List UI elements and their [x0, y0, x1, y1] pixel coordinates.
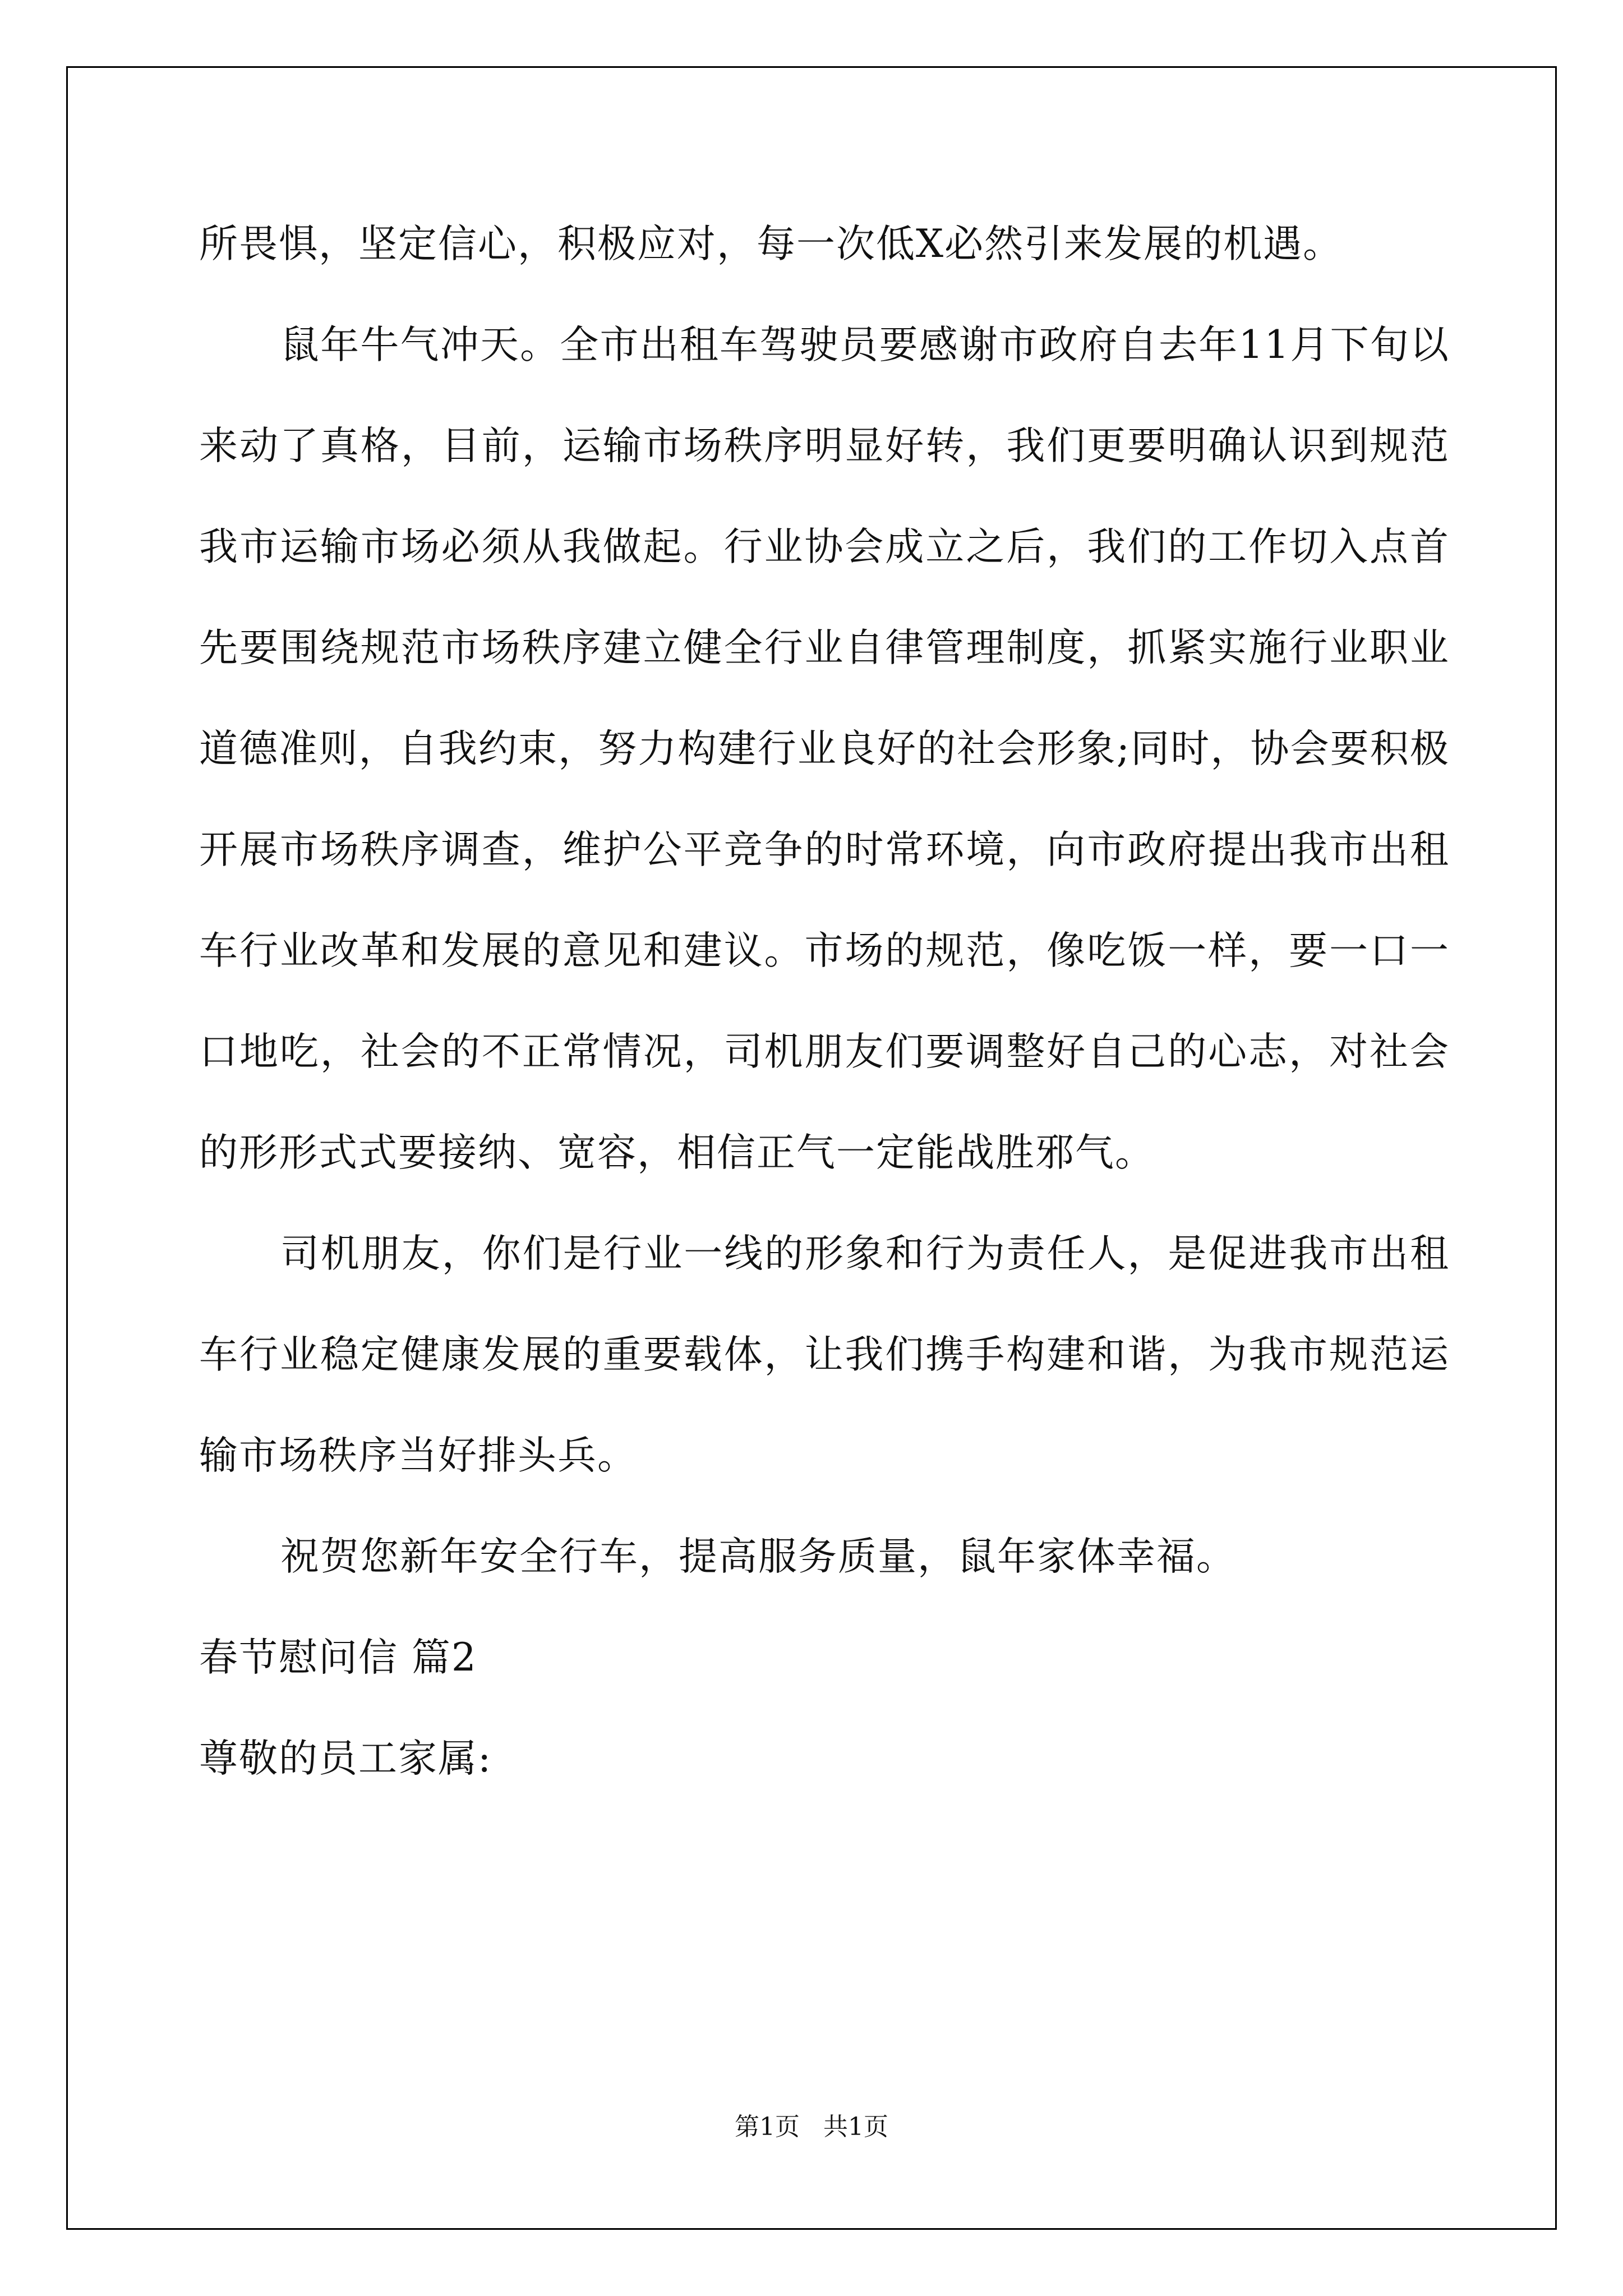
page-number: 第1页	[735, 2113, 800, 2141]
salutation: 尊敬的员工家属:	[199, 1736, 492, 1781]
page-footer	[0, 2106, 1623, 2142]
page-total: 共1页	[823, 2113, 888, 2141]
document-body	[199, 194, 1450, 1809]
paragraph-taxi-market: 鼠年牛气冲天。全市出租车驾驶员要感谢市政府自去年11月下旬以来动了真格，目前，运输市场秩序明显好转，我们更要明确认识到规范我市运输市场必须从我做起。行业协会成立之后，我们的工作切入点首先要围绕规范市场秩序建立健全行业自律管理制度，抓紧实施行业职业道德准则，自我约束，努力构建行业良好的社会形象;同时，协会要积极开展市场秩序调查，维护公平竞争的时常环境，向市政府提出我市出租车行业改革和发展的意见和建议。市场的规范，像吃饭一样，要一口一口地吃，社会的不正常情况，司机朋友们要调整好自己的心志，对社会的形形式式要接纳、宽容，相信正气一定能战胜邪气。	[199, 323, 1450, 1175]
paragraph-new-year-wish: 祝贺您新年安全行车，提高服务质量，鼠年家体幸福。	[280, 1534, 1236, 1579]
section-title: 春节慰问信 篇2	[199, 1635, 477, 1680]
paragraph-continuation: 所畏惧，坚定信心，积极应对，每一次低X必然引来发展的机遇。	[199, 222, 1343, 266]
paragraph-driver-friends: 司机朋友，你们是行业一线的形象和行为责任人，是促进我市出租车行业稳定健康发展的重要载体，让我们携手构建和谐，为我市规范运输市场秩序当好排头兵。	[199, 1231, 1450, 1478]
